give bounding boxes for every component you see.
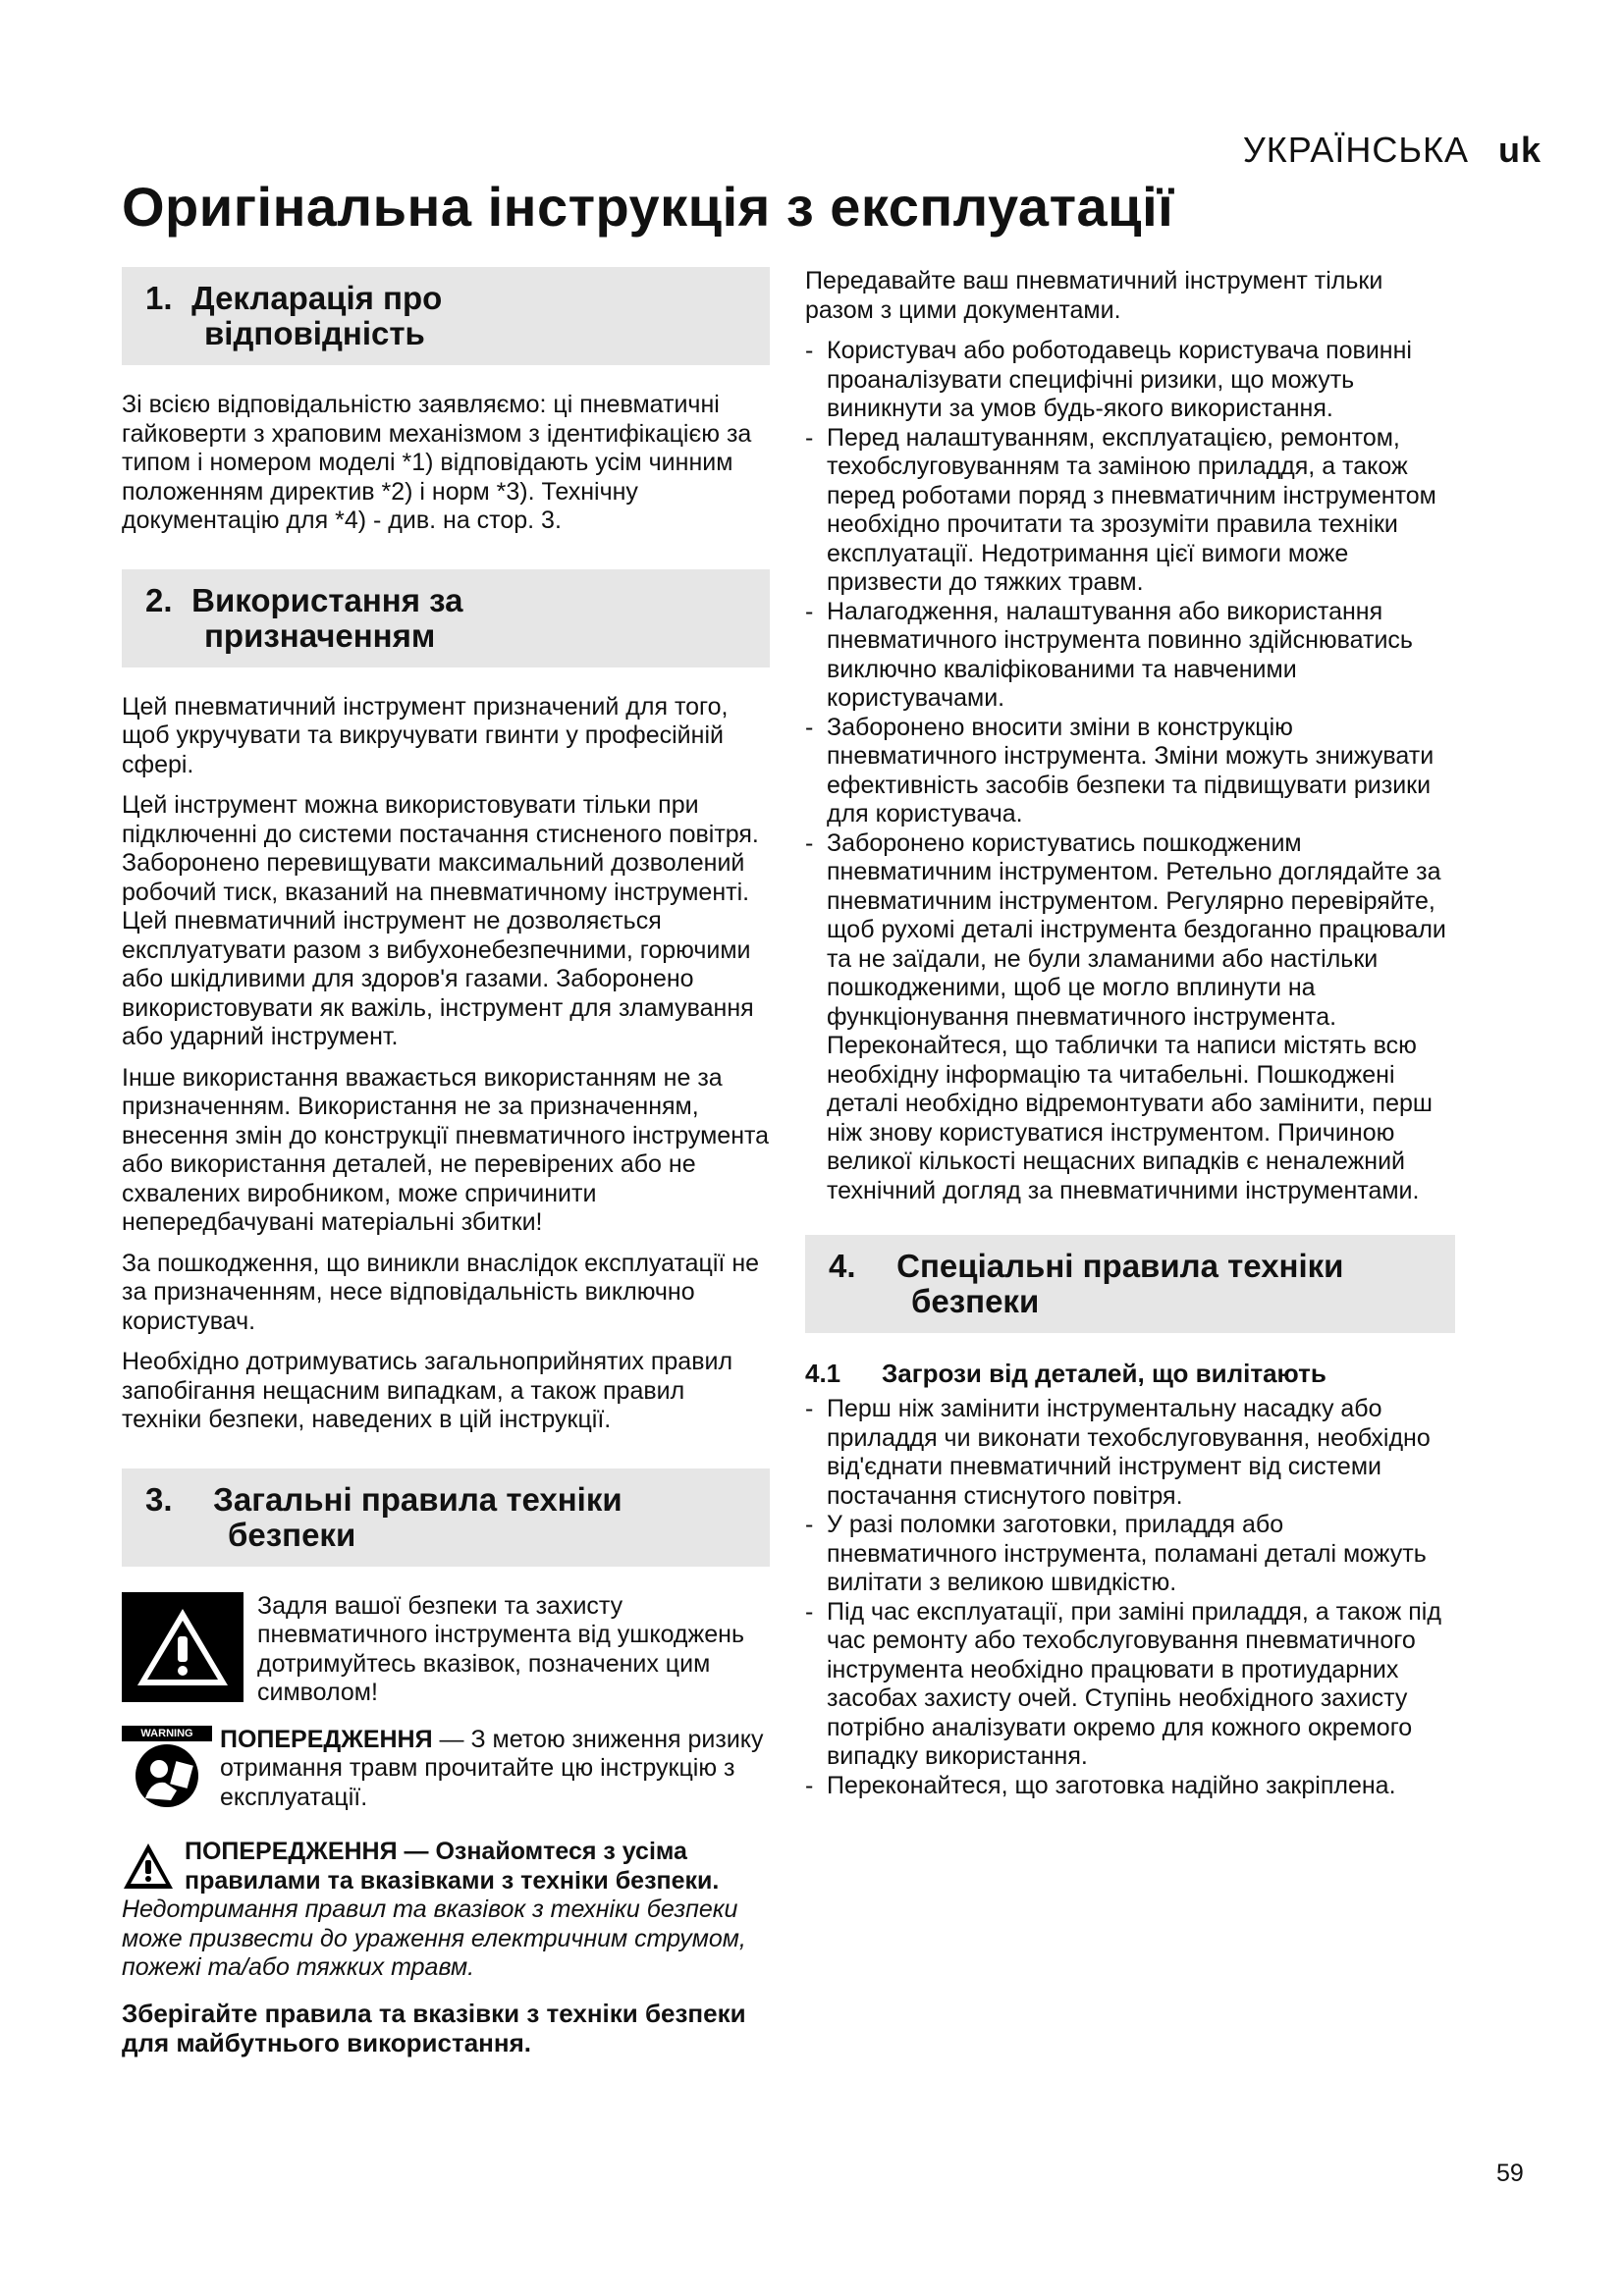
pass-on-documents-text: Передавайте ваш пневматичний інструмент тільки разом з цими документами. — [805, 267, 1383, 324]
section-3-heading — [122, 1468, 770, 1567]
list-item: - Переконайтеся, що заготовка надійно закріплена. — [805, 1772, 1455, 1801]
read-manual-text — [220, 1726, 770, 1813]
safety-symbol-note — [122, 1592, 770, 1708]
section-4-title-line1: Спеціальні правила техніки — [896, 1248, 1344, 1284]
subsection-title: Загрози від деталей, що вилітають — [882, 1359, 1326, 1388]
small-warning-triangle-icon — [122, 1842, 175, 1891]
section-2-paragraph-3: Інше використання вважається використанням не за призначенням. Використання не за призначенням, внесення змін до конструкції пневматичного інструмента або використання деталей, не перевірених або не схвалених виробником, може спричинити непередбачувані матеріальні збитки! — [122, 1063, 770, 1236]
section-3-title-line2: безпеки — [228, 1516, 356, 1553]
warning-2-bold: ПОПЕРЕДЖЕННЯ — Ознайомтеся з усіма правилами та вказівками з техніки безпеки. — [185, 1838, 720, 1895]
section-3-number: 3. — [145, 1480, 173, 1518]
section-2-title-line2: призначенням — [204, 616, 436, 654]
list-item: - Під час експлуатації, при заміні приладдя, а також під час ремонту або техобслуговування пневматичного інструмента необхідно працювати в протиударних засобах захисту очей. Ступінь необхідного захисту потрібно аналізувати окремо для кожного окремого випадку використання. — [805, 1598, 1455, 1772]
section-2-paragraph-5: Необхідно дотримуватись загальноприйнятих правил запобігання нещасним випадкам, а також правил техніки безпеки, наведених в цій інструкції. — [122, 1348, 733, 1433]
section-2-heading — [122, 569, 770, 667]
section-4-number: 4. — [829, 1248, 856, 1284]
language-code: uk — [1497, 130, 1542, 170]
warning-triangle-icon — [122, 1592, 244, 1702]
section-1-heading — [122, 267, 770, 365]
list-item: - Перш ніж замінити інструментальну насадку або приладдя чи виконати техобслуговування, необхідно від'єднати пневматичний інструмент від системи постачання стиснутого повітря. — [805, 1395, 1455, 1511]
section-2-title-line1: Використання за — [191, 581, 463, 618]
section-2-paragraph-2: Цей інструмент можна використовувати тільки при підключенні до системи постачання стисненого повітря. Заборонено перевищувати максимальний дозволений робочий тиск, вказаний на пневматичному інструменті. Цей пневматичний інструмент не дозволяється експлуатувати разом з вибухонебезпечними, горючими або шкідливими для здоров'я газами. Заборонено використовувати як важіль, інструмент для зламування або ударний інструмент. — [122, 791, 759, 1050]
warning-label: WARNING — [122, 1726, 212, 1741]
warning-1-text: — З метою зниження ризику отримання травм прочитайте цю інструкцію з експлуатації. — [220, 1725, 764, 1811]
subsection-4-1-heading — [805, 1359, 1455, 1389]
section-4-title-line2: безпеки — [911, 1283, 1040, 1319]
warning-2-italic: Недотримання правил та вказівок з техніки безпеки може призвести до ураження електричним струмом, пожежі та/або тяжких травм. — [122, 1896, 746, 1981]
section-3-title-line1: Загальні правила техніки — [213, 1480, 623, 1518]
safety-symbol-text: Задля вашої безпеки та захисту пневматичного інструмента від ушкоджень дотримуйтесь вказівок, позначених цим символом! — [257, 1591, 744, 1706]
list-item: - Користувач або роботодавець користувача повинні проаналізувати специфічні ризики, що можуть виникнути за умов будь-якого використання. — [805, 337, 1455, 424]
language-header — [1243, 130, 1542, 171]
section-1-body: Зі всією відповідальністю заявляємо: ці пневматичні гайковерти з храповим механізмом з ідентифікацією за типом і номером моделі *1) відповідають усім чинним положенням директив *2) і норм *3). Технічну документацію для *4) - див. на стор. 3. — [122, 391, 752, 534]
left-column — [122, 267, 770, 2057]
section-1-number: 1. — [145, 280, 173, 316]
language-name: УКРАЇНСЬКА — [1242, 130, 1469, 170]
right-column — [805, 267, 1455, 1800]
flying-parts-list — [805, 1395, 1455, 1800]
read-manual-warning — [122, 1726, 770, 1825]
page-number: 59 — [1496, 2160, 1524, 2187]
section-4-heading — [805, 1235, 1455, 1333]
keep-instructions-note: Зберігайте правила та вказівки з техніки безпеки для майбутнього використання. — [122, 1998, 746, 2057]
section-2-number: 2. — [145, 581, 173, 618]
subsection-number: 4.1 — [805, 1359, 841, 1388]
warning-1-label: ПОПЕРЕДЖЕННЯ — [220, 1725, 433, 1753]
read-manual-icon — [122, 1726, 212, 1825]
section-1-title-line2: відповідність — [204, 315, 425, 351]
list-item: - Перед налаштуванням, експлуатацією, ремонтом, техобслуговуванням та заміною приладдя, а також перед роботами поряд з пневматичним інструментом необхідно прочитати та зрозуміти правила техніки експлуатації. Недотримання цієї вимоги може призвести до тяжких травм. — [805, 424, 1455, 598]
general-safety-list — [805, 337, 1455, 1205]
section-1-title-line1: Декларація про — [191, 280, 443, 316]
safety-rules-warning — [122, 1838, 770, 1983]
list-item: - Заборонено користуватись пошкодженим пневматичним інструментом. Ретельно доглядайте за пневматичним інструментом. Регулярно перевіряйте, щоб рухомі деталі інструмента бездоганно працювали та не заїдали, не були зламаними або настільки пошкодженими, щоб це могло вплинути на функціонування пневматичного інструмента. Переконайтеся, що таблички та написи містять всю необхідну інформацію та читабельні. Пошкоджені деталі необхідно відремонтувати або замінити, перш ніж знову користуватися інструментом. Причиною великої кількості нещасних випадків є неналежний технічний догляд за пневматичними інструментами. — [805, 829, 1455, 1206]
list-item: - Заборонено вносити зміни в конструкцію пневматичного інструмента. Зміни можуть знижувати ефективність засобів безпеки та підвищувати ризики для користувача. — [805, 714, 1455, 829]
section-2-paragraph-1: Цей пневматичний інструмент призначений для того, щоб укручувати та викручувати гвинти у професійній сфері. — [122, 692, 729, 778]
list-item: - Налагодження, налаштування або використання пневматичного інструмента повинно здійснюватись виключно кваліфікованими та навченими користувачами. — [805, 598, 1455, 714]
section-2-paragraph-4: За пошкодження, що виникли внаслідок експлуатації не за призначенням, несе відповідальність виключно користувач. — [122, 1249, 760, 1335]
page-title: Оригінальна інструкція з експлуатації — [122, 176, 1174, 238]
list-item: - У разі поломки заготовки, приладдя або пневматичного інструмента, поламані деталі можуть вилітати з великою швидкістю. — [805, 1511, 1455, 1598]
